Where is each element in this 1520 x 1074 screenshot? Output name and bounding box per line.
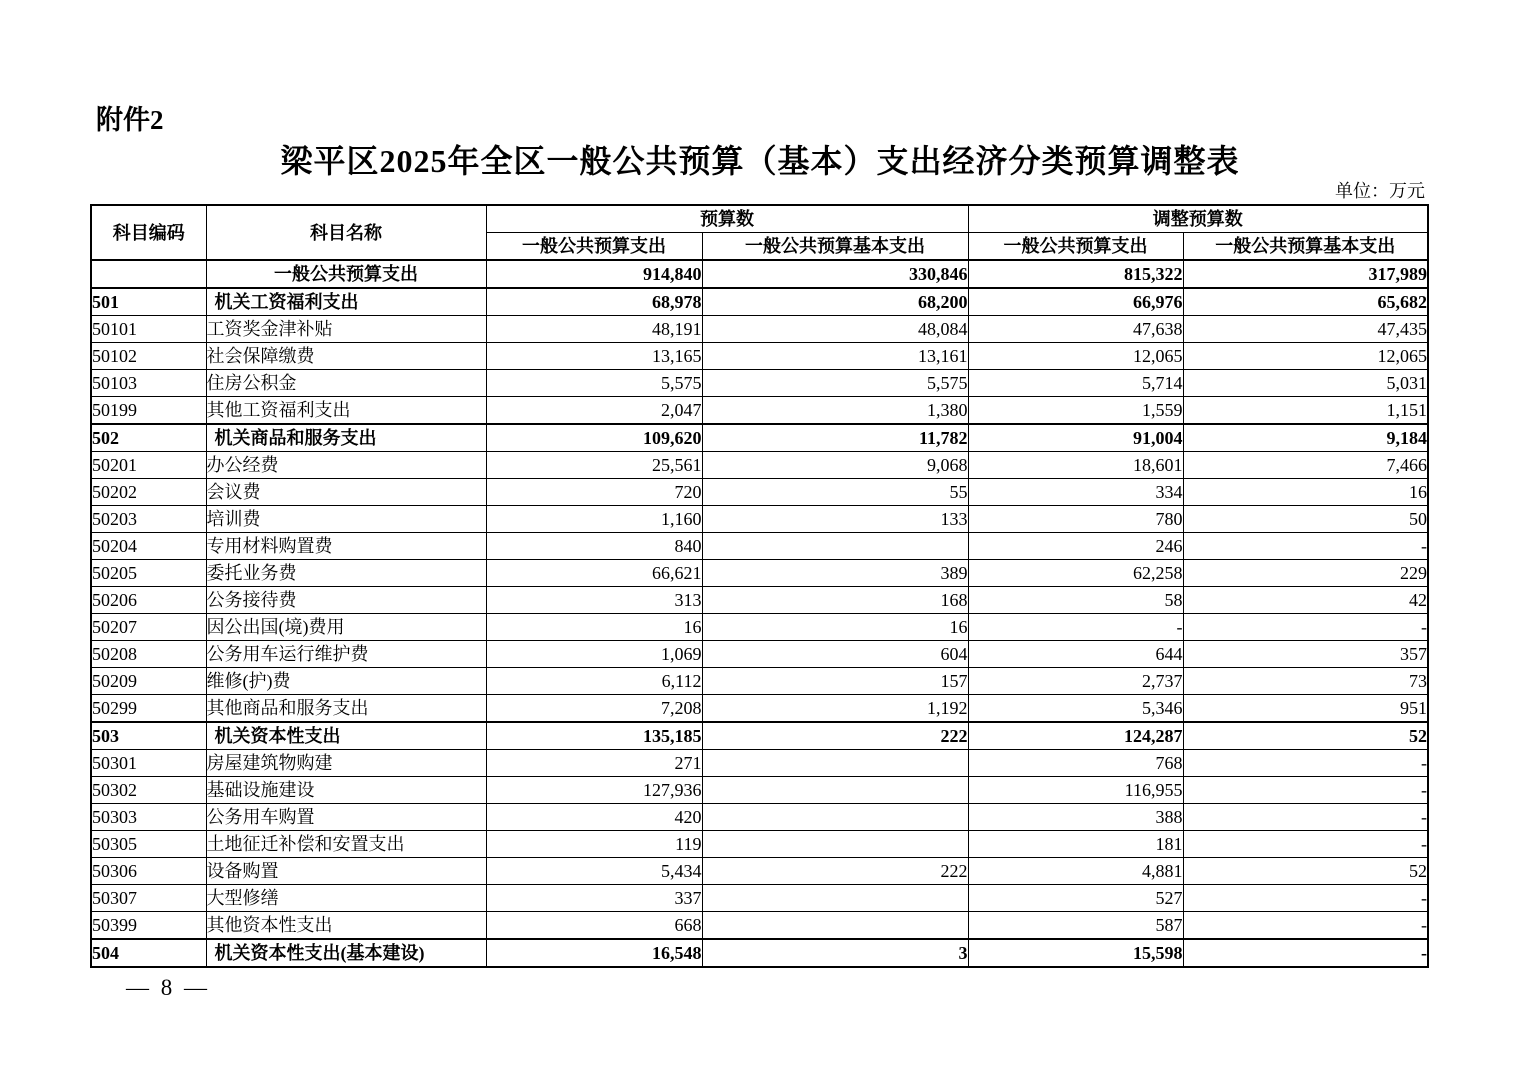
cell-budget-basic: 68,200 — [702, 288, 968, 316]
cell-subject-code: 50301 — [91, 750, 206, 777]
cell-budget-basic — [702, 831, 968, 858]
cell-subject-name: 因公出国(境)费用 — [206, 614, 486, 641]
cell-adjusted-basic: 47,435 — [1183, 316, 1428, 343]
page-number: — 8 — — [126, 975, 210, 1000]
cell-adjusted-basic: 42 — [1183, 587, 1428, 614]
cell-subject-code: 50305 — [91, 831, 206, 858]
cell-subject-code: 501 — [91, 288, 206, 316]
cell-subject-code — [91, 260, 206, 288]
page-title: 梁平区2025年全区一般公共预算（基本）支出经济分类预算调整表 — [280, 143, 1240, 179]
cell-adjusted-basic: 52 — [1183, 858, 1428, 885]
cell-adjusted-basic: 317,989 — [1183, 260, 1428, 288]
cell-budget-basic: 1,380 — [702, 397, 968, 425]
table-row — [91, 777, 1428, 804]
cell-subject-name: 基础设施建设 — [206, 777, 486, 804]
cell-subject-code: 50203 — [91, 506, 206, 533]
cell-subject-code: 50208 — [91, 641, 206, 668]
cell-adjusted-basic: 52 — [1183, 722, 1428, 750]
budget-table — [90, 204, 1429, 968]
cell-budget-basic: 9,068 — [702, 452, 968, 479]
cell-subject-name: 土地征迁补偿和安置支出 — [206, 831, 486, 858]
cell-subject-name: 住房公积金 — [206, 370, 486, 397]
cell-adjusted-basic: 951 — [1183, 695, 1428, 723]
header-subject-name: 科目名称 — [206, 205, 486, 260]
cell-budget-general: 668 — [486, 912, 702, 940]
cell-subject-name: 培训费 — [206, 506, 486, 533]
table-row — [91, 750, 1428, 777]
cell-budget-general: 271 — [486, 750, 702, 777]
cell-adjusted-basic: 65,682 — [1183, 288, 1428, 316]
cell-subject-name: 公务接待费 — [206, 587, 486, 614]
table-row — [91, 424, 1428, 452]
cell-budget-general: 68,978 — [486, 288, 702, 316]
cell-budget-basic: 13,161 — [702, 343, 968, 370]
cell-budget-basic: 389 — [702, 560, 968, 587]
cell-adjusted-general: 2,737 — [968, 668, 1183, 695]
cell-subject-name: 工资奖金津补贴 — [206, 316, 486, 343]
cell-adjusted-general: 644 — [968, 641, 1183, 668]
cell-adjusted-general: 5,714 — [968, 370, 1183, 397]
cell-adjusted-general: 47,638 — [968, 316, 1183, 343]
cell-adjusted-basic: 229 — [1183, 560, 1428, 587]
cell-adjusted-general: 246 — [968, 533, 1183, 560]
cell-budget-general: 313 — [486, 587, 702, 614]
table-row — [91, 506, 1428, 533]
cell-adjusted-basic: - — [1183, 831, 1428, 858]
cell-subject-code: 50202 — [91, 479, 206, 506]
header-budget-basic-expenditure: 一般公共预算基本支出 — [702, 233, 968, 261]
cell-adjusted-general: 334 — [968, 479, 1183, 506]
cell-adjusted-basic: - — [1183, 939, 1428, 967]
cell-subject-name: 机关商品和服务支出 — [206, 424, 486, 452]
table-row — [91, 343, 1428, 370]
header-group-budget: 预算数 — [486, 205, 968, 233]
cell-budget-general: 7,208 — [486, 695, 702, 723]
cell-budget-general: 16 — [486, 614, 702, 641]
cell-adjusted-general: 62,258 — [968, 560, 1183, 587]
cell-subject-code: 50302 — [91, 777, 206, 804]
cell-adjusted-general: - — [968, 614, 1183, 641]
table-row — [91, 695, 1428, 723]
cell-subject-name: 大型修缮 — [206, 885, 486, 912]
cell-subject-name: 社会保障缴费 — [206, 343, 486, 370]
cell-budget-basic: 5,575 — [702, 370, 968, 397]
table-row — [91, 260, 1428, 288]
cell-subject-code: 502 — [91, 424, 206, 452]
cell-subject-name: 房屋建筑物购建 — [206, 750, 486, 777]
header-group-row — [91, 205, 1428, 233]
table-row — [91, 560, 1428, 587]
table-row — [91, 397, 1428, 425]
cell-adjusted-basic: 5,031 — [1183, 370, 1428, 397]
cell-budget-general: 420 — [486, 804, 702, 831]
cell-budget-basic: 1,192 — [702, 695, 968, 723]
cell-adjusted-general: 116,955 — [968, 777, 1183, 804]
cell-adjusted-general: 58 — [968, 587, 1183, 614]
cell-adjusted-basic: 16 — [1183, 479, 1428, 506]
cell-subject-code: 50399 — [91, 912, 206, 940]
cell-adjusted-basic: 357 — [1183, 641, 1428, 668]
table-row — [91, 452, 1428, 479]
cell-adjusted-basic: - — [1183, 804, 1428, 831]
cell-budget-general: 135,185 — [486, 722, 702, 750]
cell-budget-general: 6,112 — [486, 668, 702, 695]
cell-adjusted-basic: - — [1183, 885, 1428, 912]
cell-adjusted-basic: - — [1183, 777, 1428, 804]
cell-budget-general: 5,575 — [486, 370, 702, 397]
cell-subject-code: 50102 — [91, 343, 206, 370]
table-row — [91, 804, 1428, 831]
cell-budget-general: 66,621 — [486, 560, 702, 587]
cell-budget-basic: 16 — [702, 614, 968, 641]
cell-subject-name: 维修(护)费 — [206, 668, 486, 695]
table-row — [91, 641, 1428, 668]
cell-subject-code: 50306 — [91, 858, 206, 885]
table-row — [91, 668, 1428, 695]
cell-budget-basic: 48,084 — [702, 316, 968, 343]
cell-subject-code: 504 — [91, 939, 206, 967]
cell-adjusted-general: 181 — [968, 831, 1183, 858]
cell-subject-name: 其他商品和服务支出 — [206, 695, 486, 723]
cell-budget-basic: 222 — [702, 722, 968, 750]
cell-subject-code: 50299 — [91, 695, 206, 723]
cell-budget-basic: 222 — [702, 858, 968, 885]
table-row — [91, 939, 1428, 967]
cell-adjusted-general: 91,004 — [968, 424, 1183, 452]
cell-adjusted-basic: 7,466 — [1183, 452, 1428, 479]
cell-adjusted-general: 815,322 — [968, 260, 1183, 288]
cell-subject-code: 50307 — [91, 885, 206, 912]
cell-adjusted-basic: 9,184 — [1183, 424, 1428, 452]
cell-subject-name: 机关资本性支出(基本建设) — [206, 939, 486, 967]
cell-subject-name: 设备购置 — [206, 858, 486, 885]
cell-adjusted-basic: 12,065 — [1183, 343, 1428, 370]
cell-adjusted-basic: - — [1183, 750, 1428, 777]
cell-budget-general: 48,191 — [486, 316, 702, 343]
cell-budget-basic — [702, 804, 968, 831]
table-row — [91, 722, 1428, 750]
cell-adjusted-basic: 50 — [1183, 506, 1428, 533]
cell-subject-code: 50199 — [91, 397, 206, 425]
attachment-label: 附件2 — [96, 105, 164, 135]
cell-subject-name: 一般公共预算支出 — [206, 260, 486, 288]
cell-budget-basic: 133 — [702, 506, 968, 533]
table-row — [91, 533, 1428, 560]
cell-subject-code: 50205 — [91, 560, 206, 587]
cell-budget-general: 1,069 — [486, 641, 702, 668]
cell-subject-name: 会议费 — [206, 479, 486, 506]
cell-budget-basic: 168 — [702, 587, 968, 614]
cell-subject-code: 50207 — [91, 614, 206, 641]
cell-subject-code: 50209 — [91, 668, 206, 695]
cell-subject-code: 50303 — [91, 804, 206, 831]
cell-adjusted-general: 18,601 — [968, 452, 1183, 479]
cell-adjusted-general: 1,559 — [968, 397, 1183, 425]
table-row — [91, 587, 1428, 614]
cell-subject-code: 503 — [91, 722, 206, 750]
table-row — [91, 912, 1428, 940]
cell-adjusted-general: 124,287 — [968, 722, 1183, 750]
header-adjusted-general-expenditure: 一般公共预算支出 — [968, 233, 1183, 261]
cell-subject-name: 其他资本性支出 — [206, 912, 486, 940]
cell-budget-general: 720 — [486, 479, 702, 506]
cell-adjusted-general: 12,065 — [968, 343, 1183, 370]
cell-subject-name: 办公经费 — [206, 452, 486, 479]
cell-budget-basic: 157 — [702, 668, 968, 695]
cell-budget-basic — [702, 750, 968, 777]
cell-subject-code: 50201 — [91, 452, 206, 479]
cell-budget-basic — [702, 777, 968, 804]
table-row — [91, 316, 1428, 343]
cell-budget-general: 337 — [486, 885, 702, 912]
cell-subject-name: 专用材料购置费 — [206, 533, 486, 560]
cell-budget-basic: 3 — [702, 939, 968, 967]
cell-adjusted-general: 527 — [968, 885, 1183, 912]
cell-subject-name: 其他工资福利支出 — [206, 397, 486, 425]
cell-budget-general: 109,620 — [486, 424, 702, 452]
cell-budget-general: 127,936 — [486, 777, 702, 804]
unit-note: 单位：万元 — [1335, 181, 1425, 201]
cell-adjusted-basic: - — [1183, 533, 1428, 560]
cell-budget-basic — [702, 885, 968, 912]
cell-adjusted-general: 4,881 — [968, 858, 1183, 885]
table-row — [91, 614, 1428, 641]
cell-adjusted-general: 587 — [968, 912, 1183, 940]
cell-subject-name: 公务用车运行维护费 — [206, 641, 486, 668]
cell-budget-basic: 11,782 — [702, 424, 968, 452]
cell-subject-code: 50206 — [91, 587, 206, 614]
cell-budget-general: 1,160 — [486, 506, 702, 533]
cell-subject-code: 50103 — [91, 370, 206, 397]
cell-adjusted-general: 768 — [968, 750, 1183, 777]
table-row — [91, 831, 1428, 858]
cell-budget-basic — [702, 912, 968, 940]
table-row — [91, 370, 1428, 397]
cell-subject-code: 50204 — [91, 533, 206, 560]
table-row — [91, 288, 1428, 316]
cell-budget-basic: 330,846 — [702, 260, 968, 288]
cell-budget-general: 25,561 — [486, 452, 702, 479]
cell-subject-name: 公务用车购置 — [206, 804, 486, 831]
table-row — [91, 858, 1428, 885]
header-subject-code: 科目编码 — [91, 205, 206, 260]
header-budget-general-expenditure: 一般公共预算支出 — [486, 233, 702, 261]
cell-adjusted-general: 388 — [968, 804, 1183, 831]
header-group-adjusted-budget: 调整预算数 — [968, 205, 1428, 233]
cell-adjusted-general: 780 — [968, 506, 1183, 533]
cell-budget-general: 840 — [486, 533, 702, 560]
cell-budget-basic — [702, 533, 968, 560]
cell-budget-general: 2,047 — [486, 397, 702, 425]
cell-subject-name: 机关资本性支出 — [206, 722, 486, 750]
cell-adjusted-basic: 73 — [1183, 668, 1428, 695]
cell-adjusted-basic: 1,151 — [1183, 397, 1428, 425]
table-body — [91, 260, 1428, 967]
cell-adjusted-general: 66,976 — [968, 288, 1183, 316]
cell-adjusted-basic: - — [1183, 614, 1428, 641]
cell-subject-name: 机关工资福利支出 — [206, 288, 486, 316]
header-adjusted-basic-expenditure: 一般公共预算基本支出 — [1183, 233, 1428, 261]
cell-subject-code: 50101 — [91, 316, 206, 343]
cell-adjusted-basic: - — [1183, 912, 1428, 940]
cell-budget-basic: 604 — [702, 641, 968, 668]
cell-budget-general: 914,840 — [486, 260, 702, 288]
table-header — [91, 205, 1428, 260]
cell-budget-basic: 55 — [702, 479, 968, 506]
table-row — [91, 885, 1428, 912]
cell-budget-general: 16,548 — [486, 939, 702, 967]
cell-adjusted-general: 5,346 — [968, 695, 1183, 723]
cell-budget-general: 13,165 — [486, 343, 702, 370]
table-row — [91, 479, 1428, 506]
cell-adjusted-general: 15,598 — [968, 939, 1183, 967]
cell-budget-general: 5,434 — [486, 858, 702, 885]
cell-subject-name: 委托业务费 — [206, 560, 486, 587]
cell-budget-general: 119 — [486, 831, 702, 858]
